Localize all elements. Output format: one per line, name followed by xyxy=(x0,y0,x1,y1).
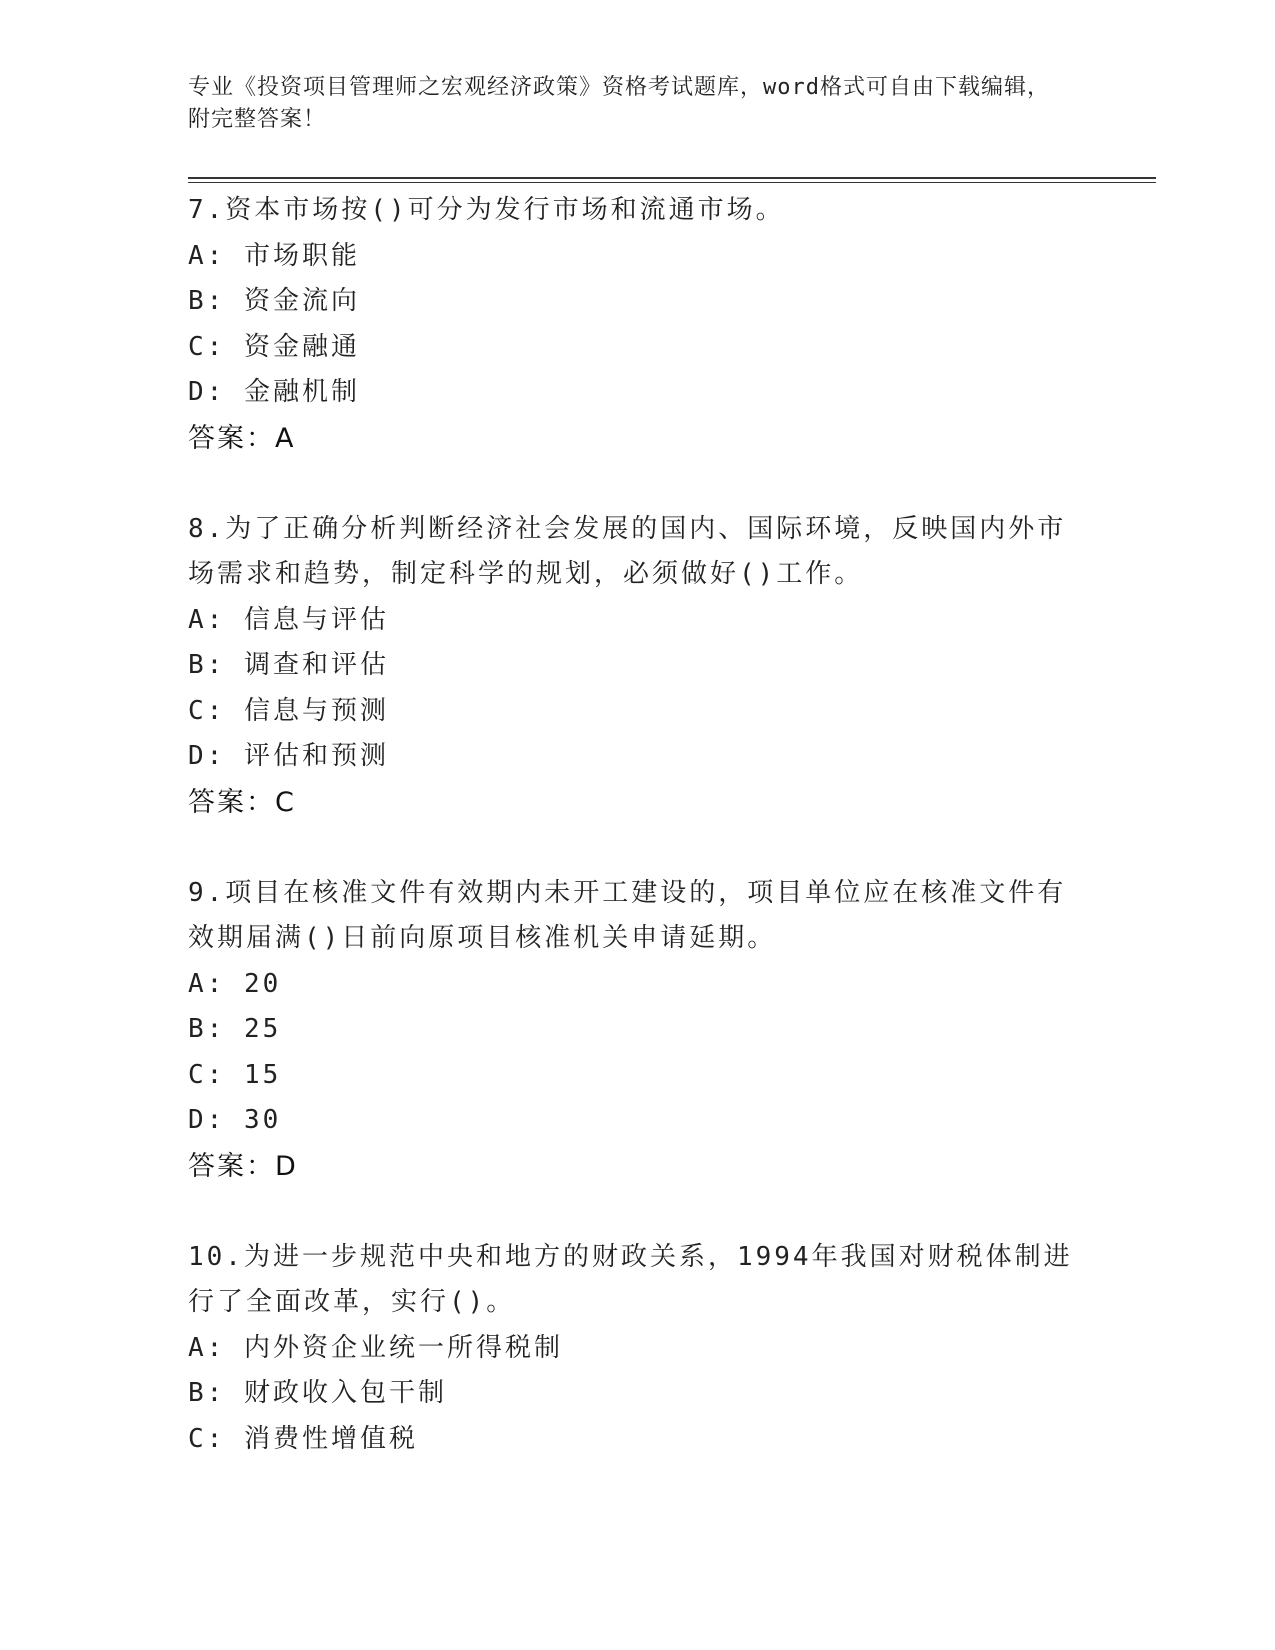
option-b: B: 财政收入包干制 xyxy=(188,1378,447,1408)
option-b: B: 25 xyxy=(188,1014,282,1044)
spacer xyxy=(188,825,1088,871)
option-d: D: 30 xyxy=(188,1105,282,1135)
option-d: D: 金融机制 xyxy=(188,377,360,407)
question-text: 9.项目在核准文件有效期内未开工建设的，项目单位应在核准文件有效期届满()日前向原项目核准机关申请延期。 xyxy=(188,877,1067,953)
question-7 xyxy=(188,188,1088,461)
question-text: 10.为进一步规范中央和地方的财政关系，1994年我国对财税体制进行了全面改革，实行()。 xyxy=(188,1241,1073,1317)
question-10 xyxy=(188,1235,1088,1463)
header-divider-thick xyxy=(188,177,1156,179)
answer-line: 答案：D xyxy=(188,1150,298,1182)
spacer xyxy=(188,1189,1088,1235)
option-c: C: 资金融通 xyxy=(188,331,360,362)
question-9 xyxy=(188,871,1088,1190)
option-a: A: 20 xyxy=(188,968,282,999)
option-a: A: 信息与评估 xyxy=(188,604,389,635)
answer-line: 答案：A xyxy=(188,422,296,454)
option-d: D: 评估和预测 xyxy=(188,741,389,771)
option-c: C: 15 xyxy=(188,1059,282,1090)
option-c: C: 消费性增值税 xyxy=(188,1423,418,1454)
option-c: C: 信息与预测 xyxy=(188,695,389,726)
question-list xyxy=(188,188,1088,1462)
question-text: 8.为了正确分析判断经济社会发展的国内、国际环境，反映国内外市场需求和趋势，制定科学的规划，必须做好()工作。 xyxy=(188,513,1067,589)
option-a: A: 内外资企业统一所得税制 xyxy=(188,1332,563,1363)
question-text: 7.资本市场按()可分为发行市场和流通市场。 xyxy=(188,195,785,225)
header-divider-thin xyxy=(188,182,1156,183)
document-header: 专业《投资项目管理师之宏观经济政策》资格考试题库，word格式可自由下载编辑，附完整答案！ xyxy=(188,75,1050,132)
option-a: A: 市场职能 xyxy=(188,240,360,271)
spacer xyxy=(188,461,1088,507)
question-8 xyxy=(188,507,1088,826)
option-b: B: 资金流向 xyxy=(188,286,360,316)
answer-line: 答案：C xyxy=(188,786,296,818)
option-b: B: 调查和评估 xyxy=(188,650,389,680)
